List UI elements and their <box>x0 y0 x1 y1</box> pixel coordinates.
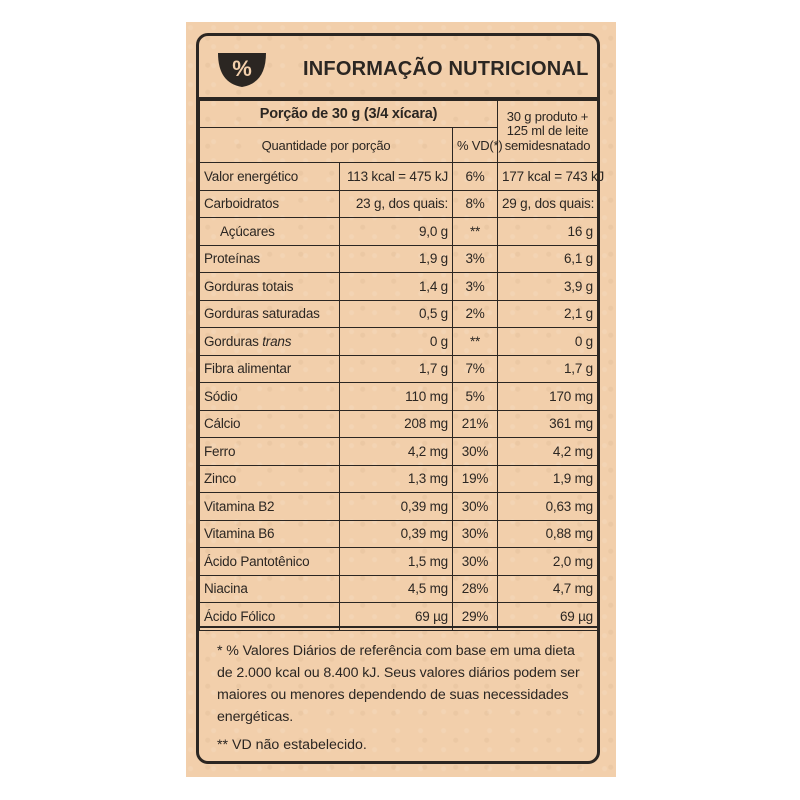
vd-cell: ** <box>453 328 498 356</box>
with-milk-cell: 29 g, dos quais: <box>498 190 598 218</box>
nutrient-name-text: Ferro <box>204 443 236 459</box>
nutrient-name <box>200 548 340 576</box>
not-established-footnote: ** VD não estabelecido. <box>217 737 367 753</box>
table-row <box>200 383 598 411</box>
nutrient-name <box>200 328 340 356</box>
table-row <box>200 218 598 246</box>
nutrient-name-text: Zinco <box>204 471 237 487</box>
nutrient-name <box>200 300 340 328</box>
table-row <box>200 520 598 548</box>
table-row <box>200 438 598 466</box>
vd-cell: 3% <box>453 245 498 273</box>
milk-column-header: 30 g produto + 125 ml de leite semidesnatado <box>498 101 598 163</box>
table-row <box>200 493 598 521</box>
nutrient-name <box>200 438 340 466</box>
vd-cell: ** <box>453 218 498 246</box>
table-row <box>200 548 598 576</box>
with-milk-cell: 0,88 mg <box>498 520 598 548</box>
nutrient-name <box>200 575 340 603</box>
nutrient-name-text: Carboidratos <box>204 196 279 212</box>
quantity-cell: 4,2 mg <box>340 438 453 466</box>
quantity-cell: 113 kcal = 475 kJ <box>340 163 453 191</box>
vd-cell: 2% <box>453 300 498 328</box>
with-milk-cell: 1,7 g <box>498 355 598 383</box>
nutrient-name-text: Ácido Pantotênico <box>204 553 310 569</box>
with-milk-cell: 69 µg <box>498 603 598 631</box>
quantity-cell: 0,39 mg <box>340 520 453 548</box>
vd-cell: 19% <box>453 465 498 493</box>
quantity-cell: 0,5 g <box>340 300 453 328</box>
with-milk-cell: 0 g <box>498 328 598 356</box>
nutrient-name <box>200 273 340 301</box>
nutrient-name-text: Açúcares <box>220 223 275 239</box>
with-milk-cell: 2,1 g <box>498 300 598 328</box>
quantity-cell: 1,3 mg <box>340 465 453 493</box>
percent-bowl-icon <box>216 49 268 89</box>
footer-divider <box>199 626 597 628</box>
nutrient-name <box>200 245 340 273</box>
vd-cell: 28% <box>453 575 498 603</box>
table-row <box>200 410 598 438</box>
quantity-cell: 0,39 mg <box>340 493 453 521</box>
nutrient-name-italic: trans <box>262 333 292 349</box>
svg-text:%: % <box>232 56 252 81</box>
nutrient-name <box>200 520 340 548</box>
quantity-cell: 9,0 g <box>340 218 453 246</box>
nutrient-name <box>200 383 340 411</box>
table-row <box>200 245 598 273</box>
vd-cell: 30% <box>453 493 498 521</box>
table-row <box>200 465 598 493</box>
with-milk-cell: 4,2 mg <box>498 438 598 466</box>
nutrient-name-text: Sódio <box>204 388 238 404</box>
vd-header: % VD(*) <box>453 128 498 163</box>
table-row <box>200 163 598 191</box>
nutrient-name <box>200 410 340 438</box>
nutrient-name-text: Ácido Fólico <box>204 608 276 624</box>
nutrient-name-text: Vitamina B2 <box>204 498 275 514</box>
nutrient-name-text: Fibra alimentar <box>204 361 292 377</box>
table-row <box>200 328 598 356</box>
quantity-cell: 110 mg <box>340 383 453 411</box>
nutrient-name-text: Cálcio <box>204 416 241 432</box>
with-milk-cell: 177 kcal = 743 kJ <box>498 163 598 191</box>
panel-header <box>199 36 597 98</box>
table-row <box>200 300 598 328</box>
vd-cell: 30% <box>453 438 498 466</box>
with-milk-cell: 6,1 g <box>498 245 598 273</box>
with-milk-cell: 16 g <box>498 218 598 246</box>
quantity-cell: 1,9 g <box>340 245 453 273</box>
with-milk-cell: 3,9 g <box>498 273 598 301</box>
vd-cell: 30% <box>453 520 498 548</box>
table-row <box>200 190 598 218</box>
nutrition-facts-panel <box>196 33 605 764</box>
table-row <box>200 273 598 301</box>
nutrient-name <box>200 355 340 383</box>
quantity-cell: 0 g <box>340 328 453 356</box>
vd-cell: 29% <box>453 603 498 631</box>
vd-cell: 7% <box>453 355 498 383</box>
quantity-cell: 1,7 g <box>340 355 453 383</box>
nutrient-name-text: Vitamina B6 <box>204 526 275 542</box>
table-row <box>200 575 598 603</box>
portion-label: Porção de 30 g (3/4 xícara) <box>200 101 498 128</box>
quantity-cell: 1,5 mg <box>340 548 453 576</box>
with-milk-cell: 4,7 mg <box>498 575 598 603</box>
vd-cell: 30% <box>453 548 498 576</box>
daily-values-footnote: * % Valores Diários de referência com base em uma dieta de 2.000 kcal ou 8.400 kJ. Seus valores diários podem ser maiores ou menores dependendo de suas necessidades energéticas. <box>217 643 580 725</box>
nutrient-name <box>200 218 340 246</box>
vd-cell: 8% <box>453 190 498 218</box>
table-header-row <box>200 101 598 128</box>
quantity-cell: 4,5 mg <box>340 575 453 603</box>
nutrient-name-text: Valor energético <box>204 168 299 184</box>
nutrient-name <box>200 190 340 218</box>
with-milk-cell: 170 mg <box>498 383 598 411</box>
with-milk-cell: 361 mg <box>498 410 598 438</box>
quantity-cell: 69 µg <box>340 603 453 631</box>
nutrient-name <box>200 465 340 493</box>
vd-cell: 3% <box>453 273 498 301</box>
nutrient-name-text: Niacina <box>204 581 248 597</box>
nutrient-name-text: Proteínas <box>204 251 260 267</box>
with-milk-cell: 2,0 mg <box>498 548 598 576</box>
quantity-cell: 23 g, dos quais: <box>340 190 453 218</box>
with-milk-cell: 0,63 mg <box>498 493 598 521</box>
nutrition-table <box>199 100 605 631</box>
nutrient-name <box>200 163 340 191</box>
quantity-cell: 1,4 g <box>340 273 453 301</box>
vd-cell: 6% <box>453 163 498 191</box>
table-row <box>200 355 598 383</box>
nutrient-name-text: Gorduras saturadas <box>204 306 320 322</box>
quantity-header: Quantidade por porção <box>200 128 453 163</box>
vd-cell: 5% <box>453 383 498 411</box>
nutrient-name <box>200 493 340 521</box>
nutrient-name-text: Gorduras <box>204 333 259 349</box>
with-milk-cell: 1,9 mg <box>498 465 598 493</box>
nutrient-name-text: Gorduras totais <box>204 278 294 294</box>
panel-title: INFORMAÇÃO NUTRICIONAL <box>303 58 589 80</box>
quantity-cell: 208 mg <box>340 410 453 438</box>
vd-cell: 21% <box>453 410 498 438</box>
